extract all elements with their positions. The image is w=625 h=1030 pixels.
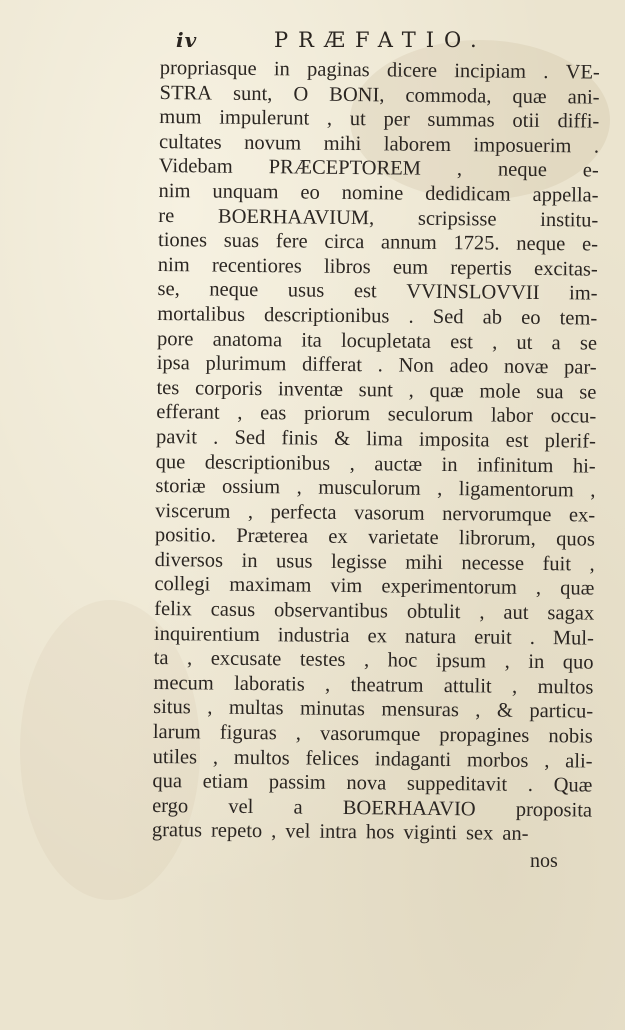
text-line: utiles , multos felices indaganti morbos , ali- [152,745,593,773]
text-line: Videbam PRÆCEPTOREM , neque e- [158,155,599,182]
body-text [152,56,600,848]
text-line: tiones suas fere circa annum 1725. neque e- [157,229,599,256]
text-line: re BOERHAAVIUM, scripsisse institu- [158,204,599,232]
text-line: efferant , eas priorum seculorum labor occu- [156,401,597,428]
text-line: tes corporis inventæ sunt , quæ mole sua se [156,376,597,404]
text-line: positio. Præterea ex varietate librorum, quos [154,524,596,551]
text-line: storiæ ossium , musculorum , ligamentorum , [155,475,596,502]
text-line: diversos in usus legisse mihi necesse fuit , [154,548,595,576]
text-line: situs , multas minutas mensuras , & particu- [153,696,594,724]
text-line: ta , excusate testes , hoc ipsum , in quo [153,647,594,674]
text-line: qua etiam passim nova suppeditavit . Quæ [152,770,593,797]
text-line: mortalibus descriptionibus . Sed ab eo tem- [157,302,598,330]
text-line: nim unquam eo nomine dedidicam appella- [158,179,599,207]
page-number: iv [176,28,198,52]
text-line: larum figuras , vasorumque propagines nobis [152,720,593,748]
text-line: mum impulerunt , ut per summas otii diffi- [159,106,600,133]
text-line: nim recentiores libros eum repertis excitas- [157,253,598,281]
text-line: pore anatoma ita locupletata est , ut a se [156,327,598,355]
text-line: inquirentium industria ex natura eruit . Mul- [153,622,594,650]
catchword: nos [530,850,558,872]
text-line: que descriptionibus , auctæ in infinitum hi- [155,450,596,478]
text-line: STRA sunt, O BONI, commoda, quæ ani- [159,81,600,109]
running-title: PRÆFATIO. [274,28,487,52]
text-line: mecum laboratis , theatrum attulit , multos [153,671,594,699]
text-line: propriasque in paginas dicere incipiam . VE- [159,56,600,84]
text-line: collegi maximam vim experimentorum , quæ [154,573,595,601]
text-line: felix casus observantibus obtulit , aut sagax [154,598,595,625]
text-line: se, neque usus est VVINSLOVVII im- [157,278,598,305]
page-header [176,26,616,56]
text-line: ergo vel a BOERHAAVIO proposita [152,794,593,822]
text-line: viscerum , perfecta vasorum nervorumque ex- [155,499,596,527]
text-line: cultates novum mihi laborem imposuerim . [158,130,600,158]
text-line: gratus repeto , vel intra hos viginti sex an- [151,819,529,846]
text-line: pavit . Sed finis & lima imposita est plerif- [155,425,597,453]
text-line: ipsa plurimum differat . Non adeo novæ par- [156,352,597,379]
